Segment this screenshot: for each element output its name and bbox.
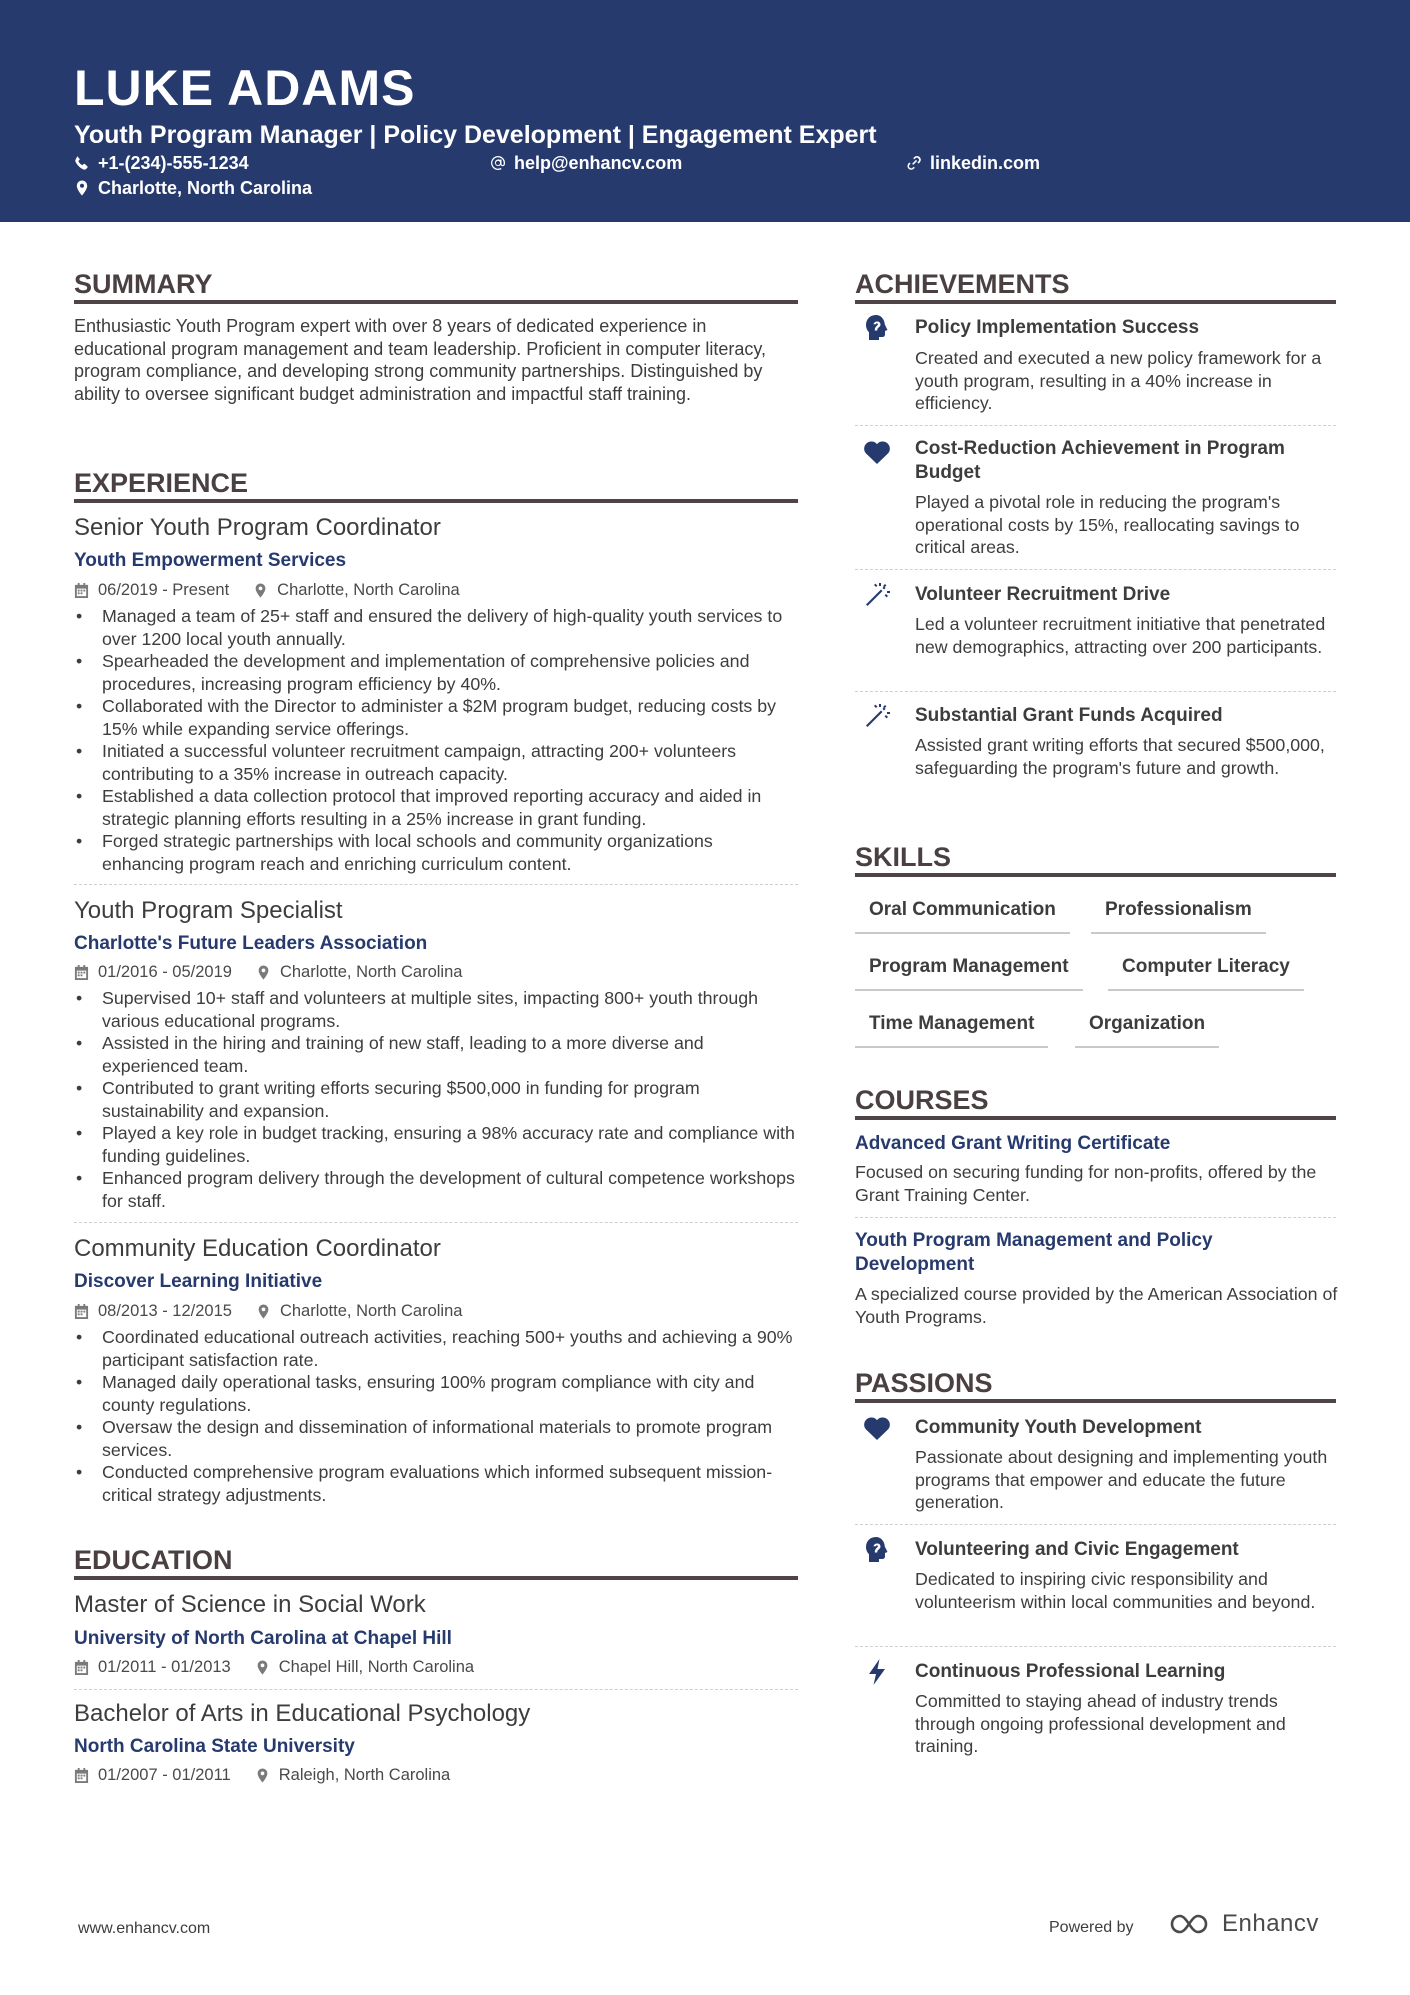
link-icon xyxy=(906,155,922,171)
job-title: Youth Program Specialist xyxy=(74,897,343,924)
skill-tag: Professionalism xyxy=(1091,898,1266,934)
job-bullets xyxy=(74,1326,799,1506)
linkedin-text: linkedin.com xyxy=(930,153,1041,173)
footer-url[interactable]: www.enhancv.com xyxy=(78,1920,211,1937)
passions-rule xyxy=(855,1399,1336,1403)
email-text: help@enhancv.com xyxy=(514,153,683,173)
candidate-title: Youth Program Manager | Policy Development | Engagement Expert xyxy=(74,121,877,149)
school-name: North Carolina State University xyxy=(74,1736,355,1757)
contact-location xyxy=(74,176,312,200)
skill-tag: Time Management xyxy=(855,1012,1048,1048)
skill-tag: Program Management xyxy=(855,955,1083,991)
head-icon xyxy=(862,1535,892,1565)
location-pin-icon xyxy=(253,583,268,598)
job-bullets xyxy=(74,987,799,1212)
skill-tag: Computer Literacy xyxy=(1108,955,1304,991)
achievement-title: Substantial Grant Funds Acquired xyxy=(915,705,1223,726)
job-company: Charlotte's Future Leaders Association xyxy=(74,933,428,954)
achievement-title: Volunteer Recruitment Drive xyxy=(915,584,1171,605)
job-meta xyxy=(74,961,462,983)
passions-heading: PASSIONS xyxy=(855,1368,993,1398)
job-bullets xyxy=(74,605,799,875)
heart-icon xyxy=(862,437,892,467)
list-item: • Managed daily operational tasks, ensuring 100% program compliance with city and county regulations. xyxy=(74,1371,799,1416)
list-item: • Established a data collection protocol that improved reporting accuracy and aided in strategic planning efforts resulting in a 25% increase in grant funding. xyxy=(74,785,799,830)
contact-phone[interactable] xyxy=(74,151,249,175)
list-item: • Assisted in the hiring and training of new staff, leading to a more diverse and experienced team. xyxy=(74,1032,799,1077)
passion-title: Continuous Professional Learning xyxy=(915,1661,1226,1682)
divider xyxy=(855,1646,1336,1647)
education-meta xyxy=(74,1656,474,1678)
education-dates: 01/2007 - 01/2011 xyxy=(98,1766,231,1784)
divider xyxy=(855,1524,1336,1525)
course-desc: Focused on securing funding for non-profits, offered by the Grant Training Center. xyxy=(855,1162,1317,1205)
job-location-text: Charlotte, North Carolina xyxy=(279,1302,463,1320)
job-location-text: Charlotte, North Carolina xyxy=(277,581,460,599)
education-location-text: Raleigh, North Carolina xyxy=(278,1766,451,1784)
location-pin-icon xyxy=(256,965,271,980)
passion-desc: Passionate about designing and implementing youth programs that empower and educate the future generation. xyxy=(915,1447,1328,1512)
achievement-desc: Played a pivotal role in reducing the program's operational costs by 15%, reallocating savings to critical areas. xyxy=(915,492,1300,557)
head-icon xyxy=(862,313,892,343)
list-item: • Contributed to grant writing efforts securing $500,000 in funding for program sustainability and expansion. xyxy=(74,1077,799,1122)
courses-heading: COURSES xyxy=(855,1085,989,1115)
list-item: • Supervised 10+ staff and volunteers at multiple sites, impacting 800+ youth through various educational programs. xyxy=(74,987,799,1032)
list-item: • Collaborated with the Director to administer a $2M program budget, reducing costs by 15% while expanding service offerings. xyxy=(74,695,799,740)
job-location xyxy=(253,579,460,601)
job-title: Senior Youth Program Coordinator xyxy=(74,514,441,541)
passion-desc: Dedicated to inspiring civic responsibility and volunteerism within local communities and beyond. xyxy=(915,1569,1316,1612)
list-item: • Forged strategic partnerships with local schools and community organizations enhancing program reach and enriching curriculum content. xyxy=(74,830,799,875)
divider xyxy=(855,691,1336,692)
job-meta xyxy=(74,579,460,601)
calendar-icon xyxy=(74,1768,89,1783)
list-item: • Oversaw the design and dissemination of informational materials to promote program services. xyxy=(74,1416,799,1461)
education-rule xyxy=(74,1576,798,1580)
course-desc: A specialized course provided by the American Association of Youth Programs. xyxy=(855,1284,1338,1327)
powered-by-label: Powered by xyxy=(1049,1919,1134,1936)
experience-heading: EXPERIENCE xyxy=(74,468,249,498)
list-item: • Enhanced program delivery through the development of cultural competence workshops for staff. xyxy=(74,1167,799,1212)
heart-icon xyxy=(862,1413,892,1443)
course-title: Youth Program Management and Policy Development xyxy=(855,1230,1213,1275)
list-item: • Spearheaded the development and implementation of comprehensive policies and procedures, increasing program efficiency by 40%. xyxy=(74,650,799,695)
passion-desc: Committed to staying ahead of industry trends through ongoing professional development and training. xyxy=(915,1691,1286,1756)
achievements-heading: ACHIEVEMENTS xyxy=(855,269,1070,299)
achievement-desc: Created and executed a new policy framework for a youth program, resulting in a 40% increase in efficiency. xyxy=(915,348,1322,413)
calendar-icon xyxy=(74,965,89,980)
calendar-icon xyxy=(74,1660,89,1675)
education-location-text: Chapel Hill, North Carolina xyxy=(278,1658,475,1676)
summary-rule xyxy=(74,300,798,304)
achievement-title: Policy Implementation Success xyxy=(915,317,1200,338)
degree-title: Bachelor of Arts in Educational Psychology xyxy=(74,1700,531,1727)
magic-wand-icon xyxy=(862,701,892,731)
courses-rule xyxy=(855,1116,1336,1120)
list-item: • Coordinated educational outreach activities, reaching 500+ youths and achieving a 90% participant satisfaction rate. xyxy=(74,1326,799,1371)
job-company: Discover Learning Initiative xyxy=(74,1271,323,1292)
magic-wand-icon xyxy=(862,580,892,610)
achievement-desc: Led a volunteer recruitment initiative that penetrated new demographics, attracting over 200 participants. xyxy=(915,614,1326,657)
list-item: • Managed a team of 25+ staff and ensured the delivery of high-quality youth services to over 1200 local youth annually. xyxy=(74,605,799,650)
header xyxy=(0,0,1410,222)
location-text: Charlotte, North Carolina xyxy=(98,178,313,198)
divider xyxy=(855,425,1336,426)
job-dates: 01/2016 - 05/2019 xyxy=(98,963,232,981)
divider xyxy=(74,884,798,885)
phone-text: +1-(234)-555-1234 xyxy=(98,153,249,173)
passion-title: Community Youth Development xyxy=(915,1417,1202,1438)
job-location-text: Charlotte, North Carolina xyxy=(279,963,463,981)
phone-icon xyxy=(74,155,90,171)
skill-tag: Oral Communication xyxy=(855,898,1070,934)
education-location xyxy=(255,1764,451,1786)
divider xyxy=(855,569,1336,570)
divider xyxy=(74,1689,798,1690)
skill-tag: Organization xyxy=(1075,1012,1219,1048)
calendar-icon xyxy=(74,583,89,598)
brand-name: Enhancv xyxy=(1222,1910,1319,1937)
course-title: Advanced Grant Writing Certificate xyxy=(855,1133,1171,1154)
job-title: Community Education Coordinator xyxy=(74,1235,441,1262)
location-pin-icon xyxy=(255,1660,270,1675)
location-pin-icon xyxy=(74,180,90,196)
job-dates: 06/2019 - Present xyxy=(98,581,230,599)
achievements-rule xyxy=(855,300,1336,304)
job-location xyxy=(256,961,463,983)
experience-rule xyxy=(74,499,798,503)
calendar-icon xyxy=(74,1304,89,1319)
education-dates: 01/2011 - 01/2013 xyxy=(98,1658,231,1676)
job-meta xyxy=(74,1300,462,1322)
skills-heading: SKILLS xyxy=(855,842,952,872)
summary-text: Enthusiastic Youth Program expert with over 8 years of dedicated experience in educational program management and team leadership. Proficient in computer literacy, program compliance, and developing strong community partnerships. Distinguished by ability to oversee significant budget administration and impactful staff training. xyxy=(74,316,767,404)
job-company: Youth Empowerment Services xyxy=(74,550,347,571)
enhancv-logo-icon xyxy=(1168,1910,1216,1938)
achievement-title: Cost-Reduction Achievement in Program Budget xyxy=(915,438,1285,483)
education-meta xyxy=(74,1764,450,1786)
skills-rule xyxy=(855,873,1336,877)
location-pin-icon xyxy=(256,1304,271,1319)
location-pin-icon xyxy=(255,1768,270,1783)
divider xyxy=(74,1222,798,1223)
candidate-name: LUKE ADAMS xyxy=(74,60,416,116)
lightning-icon xyxy=(862,1657,892,1687)
list-item: • Initiated a successful volunteer recruitment campaign, attracting 200+ volunteers contributing to a 35% increase in outreach capacity. xyxy=(74,740,799,785)
education-heading: EDUCATION xyxy=(74,1545,233,1575)
at-icon xyxy=(490,155,506,171)
degree-title: Master of Science in Social Work xyxy=(74,1591,426,1618)
contact-linkedin[interactable] xyxy=(906,151,1040,175)
contact-email[interactable] xyxy=(490,151,682,175)
passion-title: Volunteering and Civic Engagement xyxy=(915,1539,1239,1560)
summary-heading: SUMMARY xyxy=(74,269,213,299)
brand-logo[interactable] xyxy=(1168,1910,1319,1938)
list-item: • Conducted comprehensive program evaluations which informed subsequent mission-critical strategy adjustments. xyxy=(74,1461,799,1506)
school-name: University of North Carolina at Chapel Hill xyxy=(74,1628,452,1649)
job-location xyxy=(256,1300,463,1322)
achievement-desc: Assisted grant writing efforts that secured $500,000, safeguarding the program's future and growth. xyxy=(915,735,1325,778)
list-item: • Played a key role in budget tracking, ensuring a 98% accuracy rate and compliance with funding guidelines. xyxy=(74,1122,799,1167)
job-dates: 08/2013 - 12/2015 xyxy=(98,1302,232,1320)
divider xyxy=(855,1217,1336,1218)
education-location xyxy=(255,1656,474,1678)
